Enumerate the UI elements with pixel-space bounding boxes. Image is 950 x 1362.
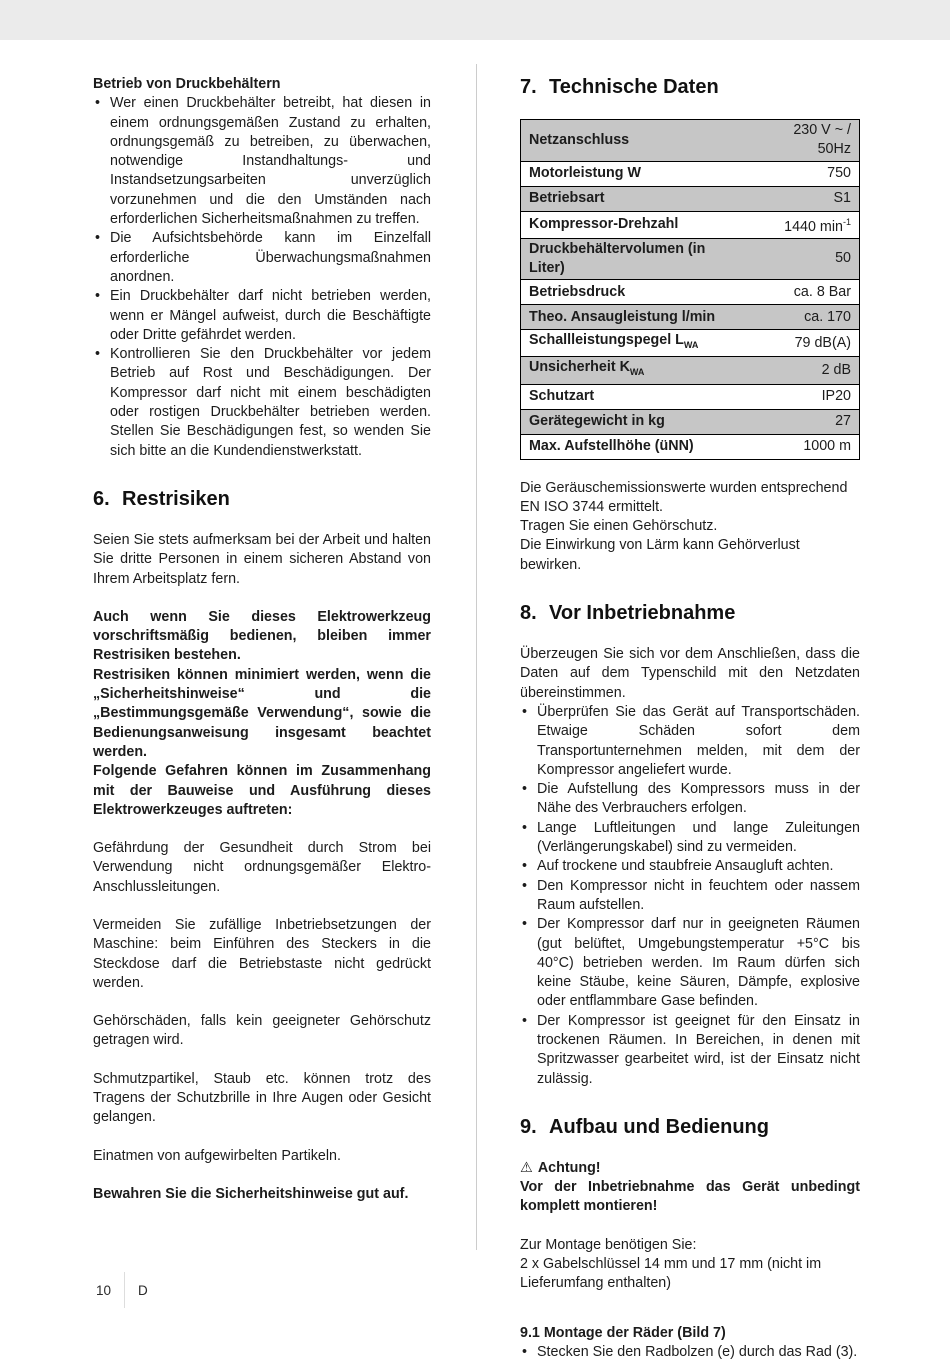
pressure-vessel-bullet-list	[93, 94, 431, 461]
noise-note: Die Einwirkung von Lärm kann Gehörverlust bewirken.	[520, 537, 800, 573]
spec-value-cell: 230 V ~ / 50Hz	[750, 120, 859, 162]
list-item: • Ein Druckbehälter darf nicht betrieben werden, wenn er Mängel aufweist, durch die Beschäftigte oder Dritte gefährdet werden.	[93, 287, 431, 345]
section-number: 6.	[93, 487, 110, 510]
spec-value-cell: 79 dB(A)	[750, 330, 859, 357]
table-row	[521, 211, 860, 238]
pressure-vessel-heading: Betrieb von Druckbehältern	[93, 76, 281, 92]
section-number: 7.	[520, 76, 537, 98]
spec-label-cell: Kompressor-Drehzahl	[521, 211, 751, 238]
spec-label-cell: Gerätegewicht in kg	[521, 409, 751, 434]
spec-value-cell: 50	[750, 238, 859, 280]
list-item: • Die Aufstellung des Kompressors muss in der Nähe des Verbrauchers erfolgen.	[520, 780, 860, 819]
table-row	[521, 161, 860, 186]
table-row	[521, 280, 860, 305]
language-code: D	[138, 1282, 148, 1298]
page-top-band	[0, 0, 950, 40]
page-number: 10	[96, 1282, 112, 1298]
list-item: • Stecken Sie den Radbolzen (e) durch das Rad (3).	[520, 1343, 860, 1362]
section-number: 9.	[520, 1115, 537, 1138]
list-item: • Überprüfen Sie das Gerät auf Transportschäden. Etwaige Schäden sofort dem Transportunternehmen melden, mit dem der Kompressor angeliefert wurde.	[520, 703, 860, 780]
warning-heading: ⚠ Achtung!	[520, 1159, 601, 1176]
section-title: Aufbau und Bedienung	[549, 1115, 769, 1138]
list-item: • Wer einen Druckbehälter betreibt, hat diesen in einem ordnungsgemäßen Zustand zu erhalten, ordnungsgemäß zu betreiben, zu überwachen, notwendige Instandhaltungs- und Instandsetzungsarbeiten unverzüglich vorzunehmen und die den Umständen nach erforderlichen Sicherheitsmaßnahmen zu treffen.	[93, 94, 431, 229]
wheel-assembly-bullet-list	[520, 1343, 860, 1362]
bold-paragraph: Restrisiken können minimiert werden, wenn die „Sicherheitshinweise“ und die „Bestimmungsgemäße Verwendung“, sowie die Bedienungsanweisung insgesamt beachtet werden.	[93, 666, 431, 760]
section-8-heading	[520, 601, 860, 625]
section-title: Restrisiken	[122, 487, 230, 510]
page-footer	[96, 1272, 148, 1308]
table-row	[521, 384, 860, 409]
noise-note: Tragen Sie einen Gehörschutz.	[520, 518, 718, 535]
section-6-heading	[93, 487, 431, 511]
spec-label-cell: Motorleistung W	[521, 161, 751, 186]
table-row	[521, 120, 860, 162]
bold-paragraph: Folgende Gefahren können im Zusammenhang mit der Bauweise und Ausführung dieses Elektrowerkzeuges auftreten:	[93, 763, 431, 818]
spec-value-cell: 2 dB	[750, 357, 859, 384]
list-item: • Auf trockene und staubfreie Ansaugluft achten.	[520, 857, 860, 876]
bold-paragraph: Auch wenn Sie dieses Elektrowerkzeug vorschriftsmäßig bedienen, bleiben immer Restrisiken bestehen.	[93, 608, 431, 664]
section-title: Technische Daten	[549, 76, 719, 98]
spec-label-cell: Unsicherheit $K_{WA}$	[521, 357, 751, 384]
section-number: 8.	[520, 602, 537, 625]
table-row	[521, 305, 860, 330]
section-9-heading	[520, 1115, 860, 1139]
spec-value-cell: 1440 $\min^{-1}$	[750, 211, 859, 238]
spec-label-cell: Netzanschluss	[521, 120, 751, 162]
warning-text: Vor der Inbetriebnahme das Gerät unbedingt komplett montieren!	[520, 1179, 860, 1215]
list-item: • Der Kompressor darf nur in geeigneten Räumen (gut belüftet, Umgebungstemperatur +5°C bis 40°C) betrieben werden. Im Raum dürfen sich keine Stäube, keine Säuren, Dämpfe, explosive oder entflammbare Gase befinden.	[520, 915, 860, 1011]
table-row	[521, 186, 860, 211]
list-item: • Lange Luftleitungen und lange Zuleitungen (Verlängerungskabel) sind zu vermeiden.	[520, 819, 860, 858]
paragraph: Einatmen von aufgewirbelten Partikeln.	[93, 1147, 341, 1164]
footer-divider	[124, 1272, 125, 1308]
spec-label-cell: Betriebsart	[521, 186, 751, 211]
table-row	[521, 330, 860, 357]
table-row	[521, 238, 860, 280]
assembly-line: Zur Montage benötigen Sie:	[520, 1236, 697, 1253]
right-column	[520, 75, 860, 1362]
table-row	[521, 409, 860, 434]
table-row	[521, 434, 860, 459]
noise-note: Die Geräuschemissionswerte wurden entsprechend EN ISO 3744 ermittelt.	[520, 479, 848, 515]
section-title: Vor Inbetriebnahme	[549, 602, 736, 625]
spec-label-cell: Max. Aufstellhöhe (üNN)	[521, 434, 751, 459]
pre-operation-bullet-list	[520, 703, 860, 1089]
spec-value-cell: IP20	[750, 384, 859, 409]
paragraph: Gehörschäden, falls kein geeigneter Gehörschutz getragen wird.	[93, 1013, 431, 1049]
spec-label-cell: Schallleistungspegel $L_{WA}$	[521, 330, 751, 357]
subsection-9-1-heading: 9.1 Montage der Räder (Bild 7)	[520, 1324, 726, 1341]
spec-value-cell: 1000 m	[750, 434, 859, 459]
spec-value-cell: ca. 170	[750, 305, 859, 330]
assembly-line: 2 x Gabelschlüssel 14 mm und 17 mm (nicht im Lieferumfang enthalten)	[520, 1256, 822, 1292]
spec-label-cell: Betriebsdruck	[521, 280, 751, 305]
paragraph: Seien Sie stets aufmerksam bei der Arbeit und halten Sie dritte Personen in einem sicheren Abstand von Ihrem Arbeitsplatz fern.	[93, 531, 431, 587]
warning-triangle-icon: ⚠	[520, 1159, 533, 1176]
table-row	[521, 357, 860, 384]
paragraph: Überzeugen Sie sich vor dem Anschließen, dass die Daten auf dem Typenschild mit den Netzdaten übereinstimmen.	[520, 646, 860, 701]
paragraph: Schmutzpartikel, Staub etc. können trotz des Tragens der Schutzbrille in Ihre Augen oder Gesicht gelangen.	[93, 1070, 431, 1126]
list-item: • Die Aufsichtsbehörde kann im Einzelfall erforderliche Überwachungsmaßnahmen anordnen.	[93, 229, 431, 287]
spec-value-cell: 27	[750, 409, 859, 434]
list-item: • Kontrollieren Sie den Druckbehälter vor jedem Betrieb auf Rost und Beschädigungen. Der Kompressor darf nicht mit einem beschädigten oder rostigen Druckbehälter betrieben werden. Stellen Sie Beschädigungen fest, so wenden Sie sich bitte an die Kundendienstwerkstatt.	[93, 345, 431, 461]
spec-label-cell: Druckbehältervolumen (in Liter)	[521, 238, 751, 280]
spec-label-cell: Theo. Ansaugleistung l/min	[521, 305, 751, 330]
paragraph: Vermeiden Sie zufällige Inbetriebsetzungen der Maschine: beim Einführen des Steckers in die Steckdose darf die Betriebstaste nicht gedrückt werden.	[93, 916, 431, 991]
spec-label-cell: Schutzart	[521, 384, 751, 409]
section-7-heading	[520, 75, 860, 99]
paragraph: Gefährdung der Gesundheit durch Strom bei Verwendung nicht ordnungsgemäßer Elektro-Anschlussleitungen.	[93, 840, 431, 895]
list-item: • Der Kompressor ist geeignet für den Einsatz in trockenen Räumen. In Bereichen, in denen mit Spritzwasser gearbeitet wird, ist der Einsatz nicht zulässig.	[520, 1012, 860, 1089]
technical-data-table	[520, 119, 860, 460]
spec-value-cell: S1	[750, 186, 859, 211]
left-column	[93, 75, 431, 1204]
column-divider	[476, 64, 477, 1250]
closing-bold-paragraph: Bewahren Sie die Sicherheitshinweise gut auf.	[93, 1185, 409, 1202]
list-item: • Den Kompressor nicht in feuchtem oder nassem Raum aufstellen.	[520, 877, 860, 916]
spec-value-cell: 750	[750, 161, 859, 186]
spec-value-cell: ca. 8 Bar	[750, 280, 859, 305]
